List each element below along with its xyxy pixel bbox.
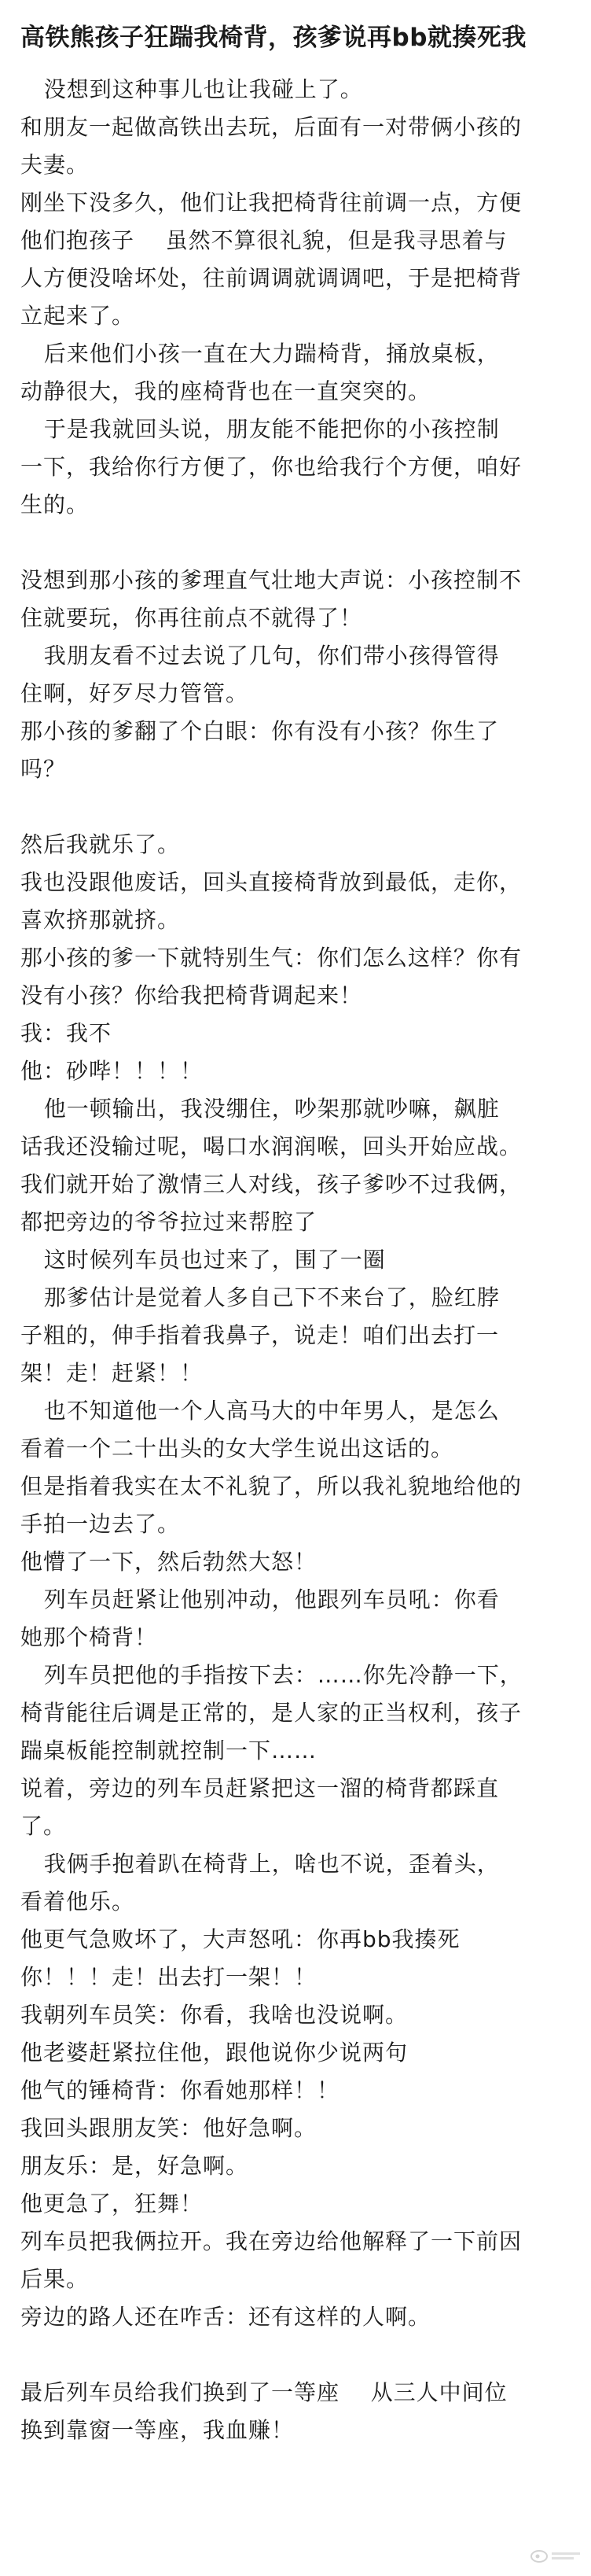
text-line: 了。 (20, 1813, 67, 1839)
text-line: 但是指着我实在太不礼貌了，所以我礼貌地给他的 (20, 1473, 523, 1499)
text-line: 我：我不 (20, 1020, 112, 1046)
text-line: 住就要玩，你再往前点不就得了！ (20, 605, 363, 631)
text-line: 列车员把我俩拉开。我在旁边给他解释了一下前因 (20, 2228, 523, 2254)
text-line: 手拍一边去了。 (20, 1511, 181, 1537)
text-line: 旁边的路人还在咋舌：还有这样的人啊。 (20, 2304, 431, 2330)
text-line: 她那个椅背！ (20, 1624, 158, 1650)
text-line: 你！！！走！出去打一架！！ (20, 1964, 318, 1990)
text-line: 这时候列车员也过来了，围了一圈 (20, 1247, 386, 1273)
text-line: 换到靠窗一等座，我血赚！ (20, 2417, 295, 2443)
text-line: 看着一个二十出头的女大学生说出这话的。 (20, 1435, 454, 1461)
text-line: 他懵了一下，然后勃然大怒！ (20, 1549, 318, 1575)
text-line: 他更气急败坏了，大声怒吼：你再bb我揍死 (20, 1926, 461, 1952)
text-line: 和朋友一起做高铁出去玩，后面有一对带俩小孩的 (20, 114, 523, 140)
text-line: 话我还没输过呢，喝口水润润喉，回头开始应战。 (20, 1133, 523, 1159)
text-line: 生的。 (20, 492, 90, 518)
text-line: 于是我就回头说，朋友能不能把你的小孩控制 (20, 416, 500, 442)
post-title: 高铁熊孩子狂踹我椅背，孩爹说再bb就揍死我 (20, 24, 527, 52)
watermark-logo-icon (530, 2546, 583, 2565)
text-line: 立起来了。 (20, 303, 135, 329)
text-line: 踹桌板能控制就控制一下…… (20, 1738, 318, 1763)
text-line: 那小孩的爹一下就特别生气：你们怎么这样？你有 (20, 945, 523, 971)
blank-line (20, 788, 571, 826)
blank-line (20, 524, 571, 562)
text-line: 椅背能往后调是正常的，是人家的正当权利，孩子 (20, 1700, 523, 1726)
text-line: 看着他乐。 (20, 1889, 135, 1914)
text-line: 那爹估计是觉着人多自己下不来台了，脸红脖 (20, 1284, 500, 1310)
text-line: 我回头跟朋友笑：他好急啊。 (20, 2115, 318, 2141)
text-line: 后来他们小孩一直在大力踹椅背，捅放桌板， (20, 341, 500, 367)
text-line: 列车员赶紧让他别冲动，他跟列车员吼：你看 (20, 1587, 500, 1612)
text-line: 朋友乐：是，好急啊。 (20, 2153, 249, 2179)
text-line: 他：砂哔！！！！ (20, 1058, 204, 1084)
text-line: 都把旁边的爷爷拉过来帮腔了 (20, 1209, 318, 1235)
text-line: 我朋友看不过去说了几句，你们带小孩得管得 (20, 643, 500, 669)
text-line: 没想到这种事儿也让我碰上了。 (20, 76, 363, 102)
text-line: 住啊，好歹尽力管管。 (20, 680, 249, 706)
text-line: 架！走！赶紧！！ (20, 1360, 204, 1386)
text-line: 他更急了，狂舞！ (20, 2191, 204, 2217)
text-line: 他们抱孩子 虽然不算很礼貌，但是我寻思着与 (20, 227, 508, 253)
text-line: 刚坐下没多久，他们让我把椅背往前调一点，方便 (20, 190, 523, 216)
text-line: 他气的锤椅背：你看她那样！！ (20, 2077, 340, 2103)
blank-line (20, 2336, 571, 2374)
text-line: 我朝列车员笑：你看，我啥也没说啊。 (20, 2002, 409, 2028)
text-line: 说着，旁边的列车员赶紧把这一溜的椅背都踩直 (20, 1775, 500, 1801)
text-line: 然后我就乐了。 (20, 831, 181, 857)
text-line: 列车员把他的手指按下去：……你先冷静一下， (20, 1662, 523, 1688)
post-body (0, 57, 591, 2449)
text-line: 也不知道他一个人高马大的中年男人，是怎么 (20, 1398, 500, 1424)
text-line: 我也没跟他废话，回头直接椅背放到最低，走你， (20, 869, 523, 895)
text-line: 一下，我给你行方便了，你也给我行个方便，咱好 (20, 454, 523, 480)
text-line: 他老婆赶紧拉住他，跟他说你少说两句 (20, 2040, 409, 2066)
text-line: 他一顿输出，我没绷住，吵架那就吵嘛，飙脏 (20, 1096, 500, 1122)
text-line: 后果。 (20, 2266, 90, 2292)
text-line: 没有小孩？你给我把椅背调起来！ (20, 982, 363, 1008)
text-line: 喜欢挤那就挤。 (20, 907, 181, 933)
text-line: 那小孩的爹翻了个白眼：你有没有小孩？你生了 (20, 718, 500, 744)
text-line: 吗？ (20, 756, 67, 782)
text-line: 最后列车员给我们换到了一等座 从三人中间位 (20, 2379, 508, 2405)
text-line: 子粗的，伸手指着我鼻子，说走！咱们出去打一 (20, 1322, 500, 1348)
text-line: 我们就开始了激情三人对线，孩子爹吵不过我俩， (20, 1171, 523, 1197)
text-line: 夫妻。 (20, 152, 90, 178)
text-line: 没想到那小孩的爹理直气壮地大声说：小孩控制不 (20, 567, 523, 593)
text-line: 人方便没啥坏处，往前调调就调调吧，于是把椅背 (20, 265, 523, 291)
text-line: 我俩手抱着趴在椅背上，啥也不说，歪着头， (20, 1851, 500, 1877)
text-line: 动静很大，我的座椅背也在一直突突的。 (20, 378, 431, 404)
